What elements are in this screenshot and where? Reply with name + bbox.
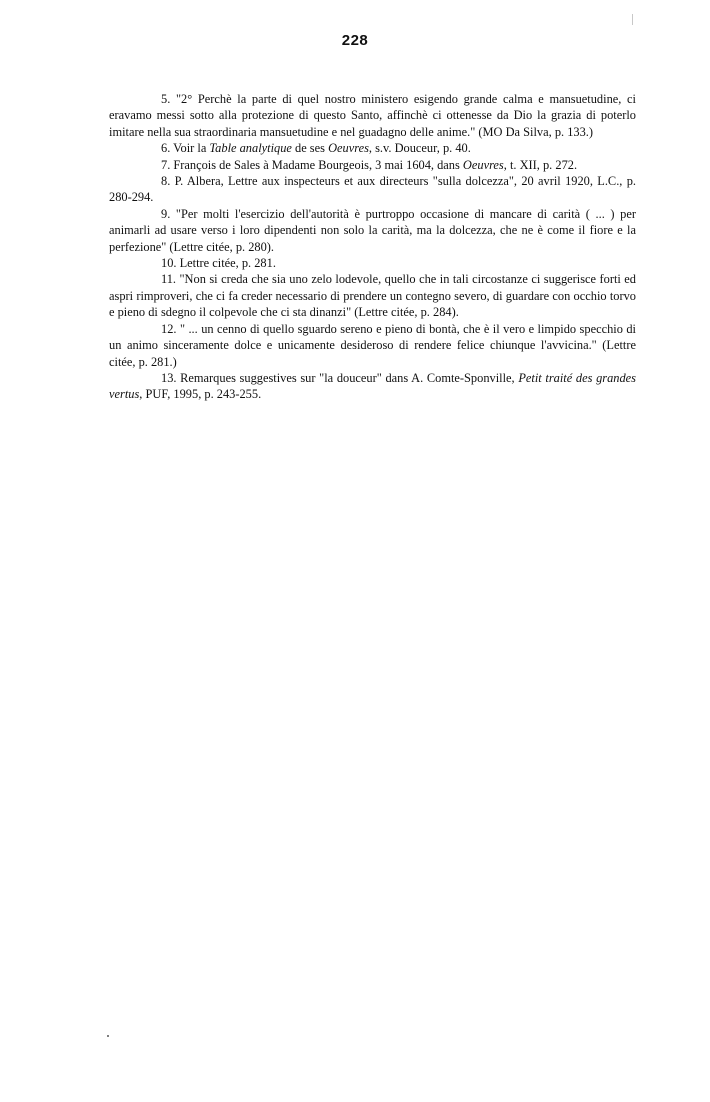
note-text: 10. Lettre citée, p. 281. (161, 256, 276, 271)
note-text: , t. XII, p. 272. (503, 157, 578, 172)
note-text: 9. "Per molti l'esercizio dell'autorità è purtroppo occasione di mancare di carità ( ... ) per animarli ad usare verso i loro dipendenti non solo la carità, ma la dolcezza, che ne è come il fiore e la perfezione" (Lettre citée, p. 280). (109, 206, 636, 254)
footnote-10 (109, 255, 636, 271)
note-text: 13. Remarques suggestives sur "la douceur" dans A. Comte-Sponville, (161, 370, 519, 385)
note-text: 8. P. Albera, Lettre aux inspecteurs et aux directeurs "sulla dolcezza", 20 avril 1920, L.C., p. 280-294. (109, 174, 636, 205)
note-text: 6. Voir la (161, 141, 210, 156)
note-italic-text: Table analytique (209, 141, 292, 156)
footnote-5 (109, 91, 636, 140)
note-text: , s.v. Douceur, p. 40. (368, 141, 471, 156)
note-text: , PUF, 1995, p. 243-255. (139, 387, 262, 402)
footnote-12 (109, 321, 636, 370)
note-text: 12. " ... un cenno di quello sguardo sereno e pieno di bontà, che è il vero e limpido specchio di un animo sinceramente dolce e unicamente desideroso di rendere felice chiunque l'avvicina." (Lettre citée, p. 281.) (109, 321, 636, 369)
footnotes (109, 91, 636, 403)
footnote-6 (109, 140, 636, 156)
footnote-8 (109, 173, 636, 206)
note-text: de ses (291, 141, 329, 156)
note-italic-text: Oeuvres (462, 157, 504, 172)
note-italic-text: Petit traité des grandes vertus (109, 370, 636, 402)
note-text: 11. "Non si creda che sia uno zelo lodevole, quello che in tali circostanze ci suggerisce forti ed aspri rimproveri, che ci fa creder necessario di prendere un contegno severo, di guardare con occhio torvo e pieno di sdegno il colpevole che ci sta dinanzi" (Lettre citée, p. 284). (109, 272, 636, 320)
footnote-11 (109, 271, 636, 320)
page-number: 228 (341, 32, 369, 49)
scan-dot (107, 1035, 109, 1037)
footnote-13 (109, 370, 636, 403)
note-text: 7. François de Sales à Madame Bourgeois, 3 mai 1604, dans (161, 157, 463, 172)
note-italic-text: Oeuvres (328, 141, 369, 156)
scan-mark (632, 14, 633, 25)
footnote-9 (109, 206, 636, 255)
footnote-7 (109, 157, 636, 173)
note-text: 5. "2° Perchè la parte di quel nostro ministero esigendo grande calma e mansuetudine, ci eravamo messi sotto alla protezione di questo Santo, affinchè ci ottenesse da Dio la grazia di poterlo imitare nella sua straordinaria mansuetudine e nel guadagno delle anime." (MO Da Silva, p. 133.) (109, 92, 636, 139)
